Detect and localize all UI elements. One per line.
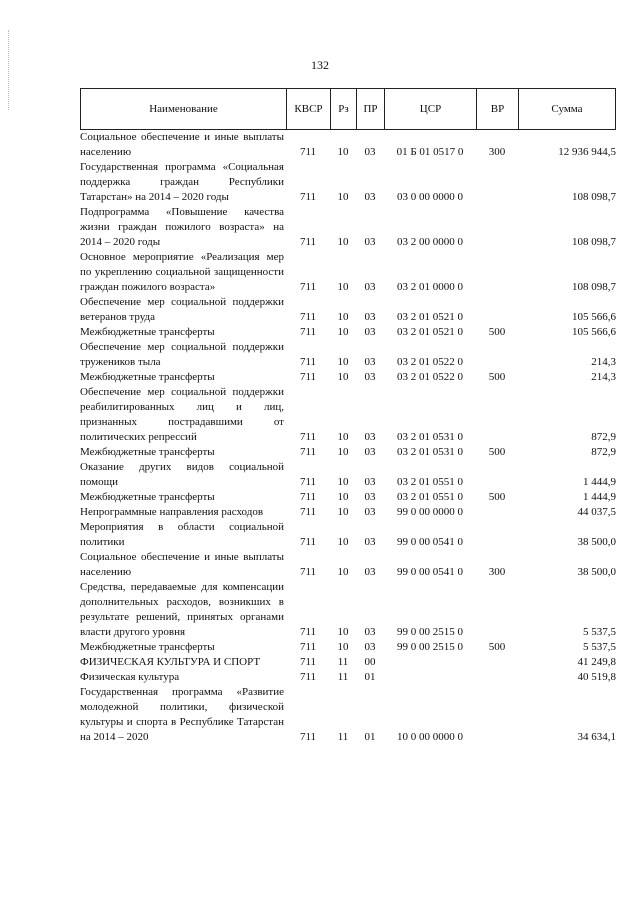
table-row	[80, 160, 616, 205]
cell-rz: 10	[337, 146, 349, 158]
cell-vr: 500	[488, 446, 506, 458]
cell-csr: 03 2 01 0522 0	[397, 371, 463, 383]
cell-sum: 214,3	[591, 356, 616, 368]
table-row	[80, 640, 616, 655]
cell-name: Обеспечение мер социальной поддержки тружеников тыла	[80, 341, 284, 368]
table-row	[80, 655, 616, 670]
cell-name: Основное мероприятие «Реализация мер по укреплению социальной защищенности граждан пожилого возраста»	[80, 251, 284, 293]
cell-sum: 12 936 944,5	[558, 146, 616, 158]
cell-rz: 10	[337, 536, 349, 548]
cell-pr: 03	[364, 566, 376, 578]
cell-rz: 10	[337, 236, 349, 248]
cell-name: Обеспечение мер социальной поддержки реабилитированных лиц и лиц, признанных пострадавшими от политических репрессий	[80, 386, 284, 443]
cell-kvsr: 711	[299, 656, 317, 668]
cell-name: Подпрограмма «Повышение качества жизни граждан пожилого возраста» на 2014 – 2020 годы	[80, 206, 284, 248]
table-row	[80, 250, 616, 295]
cell-pr: 03	[364, 356, 376, 368]
cell-kvsr: 711	[299, 311, 317, 323]
cell-kvsr: 711	[299, 191, 317, 203]
cell-pr: 01	[364, 731, 376, 743]
cell-kvsr: 711	[299, 236, 317, 248]
cell-rz: 10	[337, 191, 349, 203]
cell-kvsr: 711	[299, 731, 317, 743]
cell-pr: 03	[364, 191, 376, 203]
table-row	[80, 670, 616, 685]
cell-sum: 108 098,7	[572, 281, 616, 293]
table-row	[80, 550, 616, 580]
header-kvsr: КВСР	[287, 89, 331, 129]
cell-rz: 11	[337, 671, 349, 683]
cell-pr: 03	[364, 476, 376, 488]
header-rz: Рз	[331, 89, 357, 129]
cell-pr: 03	[364, 281, 376, 293]
header-sum: Сумма	[551, 103, 583, 115]
cell-vr: 500	[488, 491, 506, 503]
table-row	[80, 340, 616, 370]
cell-rz: 11	[337, 731, 349, 743]
cell-name: Социальное обеспечение и иные выплаты населению	[80, 131, 284, 158]
cell-sum: 5 537,5	[583, 626, 616, 638]
cell-name: Обеспечение мер социальной поддержки ветеранов труда	[80, 296, 284, 323]
cell-name: Средства, передаваемые для компенсации дополнительных расходов, возникших в результате решений, принятых органами власти другого уровня	[80, 581, 284, 638]
cell-rz: 10	[337, 566, 349, 578]
cell-csr: 99 0 00 0000 0	[397, 506, 463, 518]
cell-sum: 5 537,5	[583, 641, 616, 653]
cell-name: Межбюджетные трансферты	[80, 446, 215, 458]
cell-sum: 34 634,1	[577, 731, 616, 743]
cell-kvsr: 711	[299, 491, 317, 503]
cell-sum: 40 519,8	[577, 671, 616, 683]
cell-sum: 105 566,6	[572, 311, 616, 323]
cell-rz: 11	[337, 656, 349, 668]
cell-pr: 03	[364, 236, 376, 248]
page-number: 132	[311, 58, 329, 72]
table-row	[80, 490, 616, 505]
cell-pr: 03	[364, 491, 376, 503]
cell-pr: 03	[364, 506, 376, 518]
cell-sum: 44 037,5	[577, 506, 616, 518]
cell-name: Физическая культура	[80, 671, 180, 683]
table-row	[80, 520, 616, 550]
cell-vr: 500	[488, 641, 506, 653]
cell-csr: 03 2 01 0551 0	[397, 476, 463, 488]
cell-kvsr: 711	[299, 566, 317, 578]
cell-vr: 500	[488, 371, 506, 383]
table-row	[80, 205, 616, 250]
cell-rz: 10	[337, 491, 349, 503]
cell-kvsr: 711	[299, 146, 317, 158]
cell-csr: 03 2 01 0551 0	[397, 491, 463, 503]
cell-csr: 99 0 00 0541 0	[397, 536, 463, 548]
cell-rz: 10	[337, 626, 349, 638]
table-row	[80, 370, 616, 385]
cell-csr: 99 0 00 2515 0	[397, 626, 463, 638]
header-name: Наименование	[81, 89, 287, 129]
cell-rz: 10	[337, 356, 349, 368]
cell-csr: 03 2 01 0000 0	[397, 281, 463, 293]
cell-csr: 01 Б 01 0517 0	[396, 146, 464, 158]
cell-kvsr: 711	[299, 281, 317, 293]
cell-name: Государственная программа «Социальная поддержка граждан Республики Татарстан» на 2014 – 2020 годы	[80, 161, 284, 203]
cell-sum: 214,3	[591, 371, 616, 383]
cell-csr: 03 2 00 0000 0	[397, 236, 463, 248]
cell-rz: 10	[337, 311, 349, 323]
table-header	[80, 88, 616, 130]
cell-pr: 03	[364, 146, 376, 158]
table-row	[80, 505, 616, 520]
cell-rz: 10	[337, 326, 349, 338]
cell-pr: 03	[364, 446, 376, 458]
cell-sum: 872,9	[591, 446, 616, 458]
cell-pr: 03	[364, 641, 376, 653]
cell-pr: 03	[364, 326, 376, 338]
cell-sum: 1 444,9	[583, 476, 616, 488]
cell-vr: 300	[488, 566, 506, 578]
cell-pr: 03	[364, 431, 376, 443]
cell-name: Межбюджетные трансферты	[80, 641, 215, 653]
cell-kvsr: 711	[299, 431, 317, 443]
header-csr: ЦСР	[385, 89, 477, 129]
cell-sum: 41 249,8	[577, 656, 616, 668]
cell-kvsr: 711	[299, 476, 317, 488]
cell-rz: 10	[337, 476, 349, 488]
cell-vr: 300	[488, 146, 506, 158]
cell-csr: 99 0 00 2515 0	[397, 641, 463, 653]
budget-table-body	[80, 130, 616, 745]
cell-pr: 03	[364, 311, 376, 323]
cell-sum: 105 566,6	[572, 326, 616, 338]
cell-kvsr: 711	[299, 536, 317, 548]
cell-name: Оказание других видов социальной помощи	[80, 461, 284, 488]
cell-vr: 500	[488, 326, 506, 338]
cell-kvsr: 711	[299, 506, 317, 518]
cell-sum: 38 500,0	[577, 536, 616, 548]
cell-kvsr: 711	[299, 326, 317, 338]
table-row	[80, 385, 616, 445]
cell-name: ФИЗИЧЕСКАЯ КУЛЬТУРА И СПОРТ	[80, 656, 261, 668]
cell-rz: 10	[337, 371, 349, 383]
cell-pr: 00	[364, 656, 376, 668]
cell-pr: 03	[364, 371, 376, 383]
cell-rz: 10	[337, 281, 349, 293]
cell-rz: 10	[337, 641, 349, 653]
cell-name: Межбюджетные трансферты	[80, 326, 215, 338]
cell-csr: 03 2 01 0531 0	[397, 431, 463, 443]
cell-sum: 38 500,0	[577, 566, 616, 578]
cell-pr: 03	[364, 626, 376, 638]
cell-name: Непрограммные направления расходов	[80, 506, 264, 518]
cell-kvsr: 711	[299, 671, 317, 683]
cell-csr: 03 2 01 0531 0	[397, 446, 463, 458]
header-vr: ВР	[477, 89, 519, 129]
cell-pr: 01	[364, 671, 376, 683]
cell-kvsr: 711	[299, 626, 317, 638]
cell-name: Межбюджетные трансферты	[80, 491, 215, 503]
cell-rz: 10	[337, 431, 349, 443]
cell-csr: 10 0 00 0000 0	[397, 731, 463, 743]
table-row	[80, 325, 616, 340]
cell-name: Социальное обеспечение и иные выплаты населению	[80, 551, 284, 578]
cell-sum: 872,9	[591, 431, 616, 443]
table-row	[80, 445, 616, 460]
cell-rz: 10	[337, 446, 349, 458]
table-row	[80, 580, 616, 640]
cell-rz: 10	[337, 506, 349, 518]
cell-kvsr: 711	[299, 356, 317, 368]
table-row	[80, 295, 616, 325]
cell-kvsr: 711	[299, 446, 317, 458]
cell-csr: 03 2 01 0521 0	[397, 311, 463, 323]
cell-sum: 108 098,7	[572, 236, 616, 248]
cell-csr: 03 2 01 0521 0	[397, 326, 463, 338]
cell-name: Мероприятия в области социальной политики	[80, 521, 284, 548]
cell-csr: 03 0 00 0000 0	[397, 191, 463, 203]
cell-pr: 03	[364, 536, 376, 548]
table-row	[80, 685, 616, 745]
header-pr: ПР	[357, 89, 385, 129]
cell-csr: 03 2 01 0522 0	[397, 356, 463, 368]
cell-sum: 1 444,9	[583, 491, 616, 503]
cell-kvsr: 711	[299, 371, 317, 383]
cell-csr: 99 0 00 0541 0	[397, 566, 463, 578]
table-row	[80, 130, 616, 160]
table-row	[80, 460, 616, 490]
cell-name: Государственная программа «Развитие молодежной политики, физической культуры и спорта в Республике Татарстан на 2014 – 2020	[80, 686, 284, 743]
cell-name: Межбюджетные трансферты	[80, 371, 215, 383]
cell-kvsr: 711	[299, 641, 317, 653]
cell-sum: 108 098,7	[572, 191, 616, 203]
